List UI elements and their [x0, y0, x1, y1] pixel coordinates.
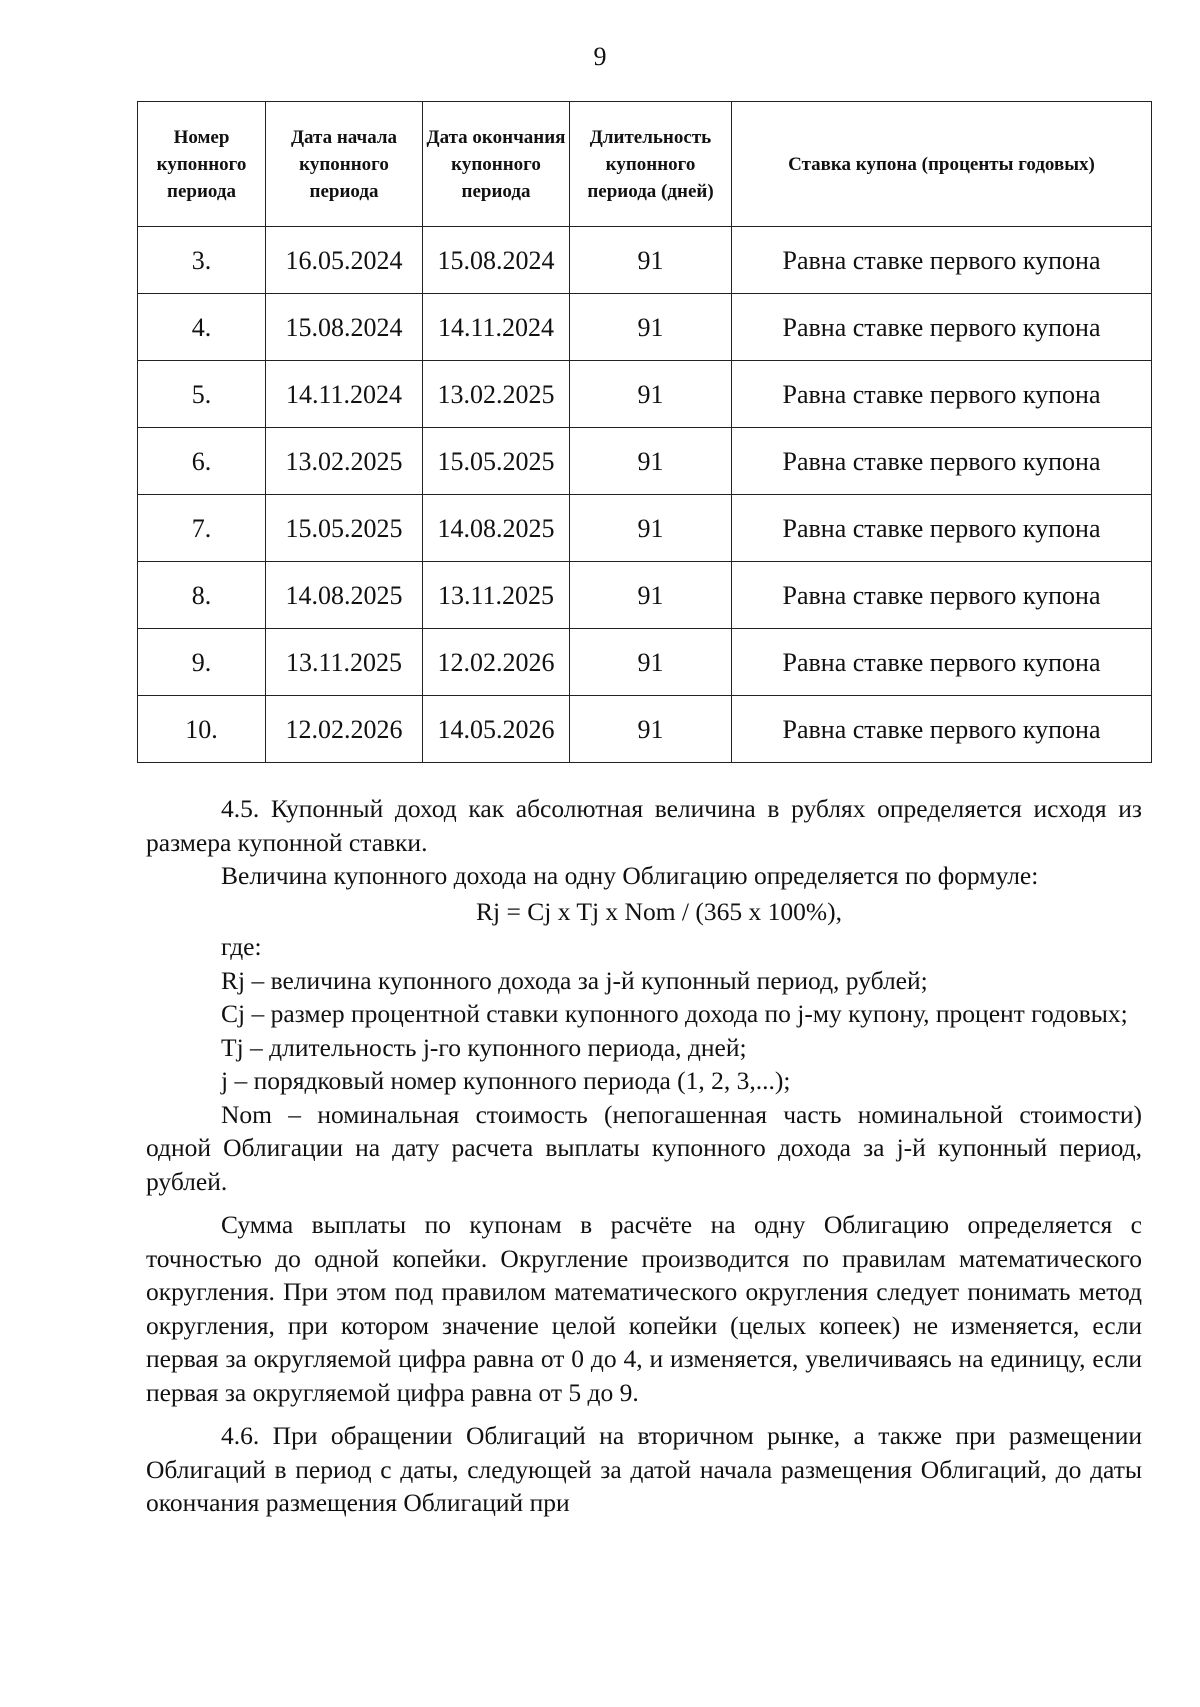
- paragraph-rounding: Сумма выплаты по купонам в расчёте на одну Облигацию определяется с точностью до одной копейки. Округление производится по правилам математического округления. При этом под правилом математического округления следует понимать метод округления, при котором значение целой копейки (целых копеек) не изменяется, если первая за округляемой цифра равна от 0 до 4, и изменяется, увеличиваясь на единицу, если первая за округляемой цифра равна от 5 до 9.: [146, 1210, 1142, 1407]
- cell-period-number: 8.: [138, 562, 266, 629]
- cell-start-date: 13.02.2025: [266, 428, 423, 495]
- table-row: [138, 696, 1152, 763]
- cell-duration: 91: [570, 227, 732, 294]
- page-number: 9: [593, 42, 607, 71]
- cell-duration: 91: [570, 495, 732, 562]
- definition-j: j – порядковый номер купонного периода (1, 2, 3,...);: [221, 1066, 791, 1095]
- cell-end-date: 13.11.2025: [423, 562, 570, 629]
- cell-period-number: 4.: [138, 294, 266, 361]
- table-row: [138, 428, 1152, 495]
- table-row: [138, 495, 1152, 562]
- coupon-schedule-table: [137, 101, 1152, 763]
- cell-start-date: 16.05.2024: [266, 227, 423, 294]
- cell-end-date: 15.08.2024: [423, 227, 570, 294]
- definition-rj: Rj – величина купонного дохода за j-й купонный период, рублей;: [221, 965, 928, 995]
- cell-start-date: 12.02.2026: [266, 696, 423, 763]
- table-row: [138, 294, 1152, 361]
- definition-tj: Tj – длительность j-го купонного периода, дней;: [221, 1032, 747, 1062]
- cell-period-number: 5.: [138, 361, 266, 428]
- document-body: [146, 792, 1142, 1520]
- cell-duration: 91: [570, 361, 732, 428]
- cell-start-date: 14.08.2025: [266, 562, 423, 629]
- cell-end-date: 12.02.2026: [423, 629, 570, 696]
- cell-duration: 91: [570, 696, 732, 763]
- cell-start-date: 15.08.2024: [266, 294, 423, 361]
- cell-period-number: 6.: [138, 428, 266, 495]
- header-end-date: Дата окончания купонного периода: [423, 102, 570, 227]
- cell-period-number: 10.: [138, 696, 266, 763]
- cell-duration: 91: [570, 428, 732, 495]
- table-header-row: [138, 102, 1152, 227]
- cell-duration: 91: [570, 294, 732, 361]
- paragraph-coupon-value: Величина купонного дохода на одну Облигацию определяется по формуле:: [221, 861, 1039, 890]
- table-row: [138, 227, 1152, 294]
- definition-cj: Cj – размер процентной ставки купонного дохода по j-му купону, процент годовых;: [221, 999, 1128, 1028]
- header-start-date: Дата начала купонного периода: [266, 102, 423, 227]
- definition-nom: Nom – номинальная стоимость (непогашенная часть номинальной стоимости) одной Облигации на дату расчета выплаты купонного дохода за j-й купонный период, рублей.: [146, 1099, 1142, 1196]
- cell-coupon-rate: Равна ставке первого купона: [732, 562, 1152, 629]
- table-row: [138, 361, 1152, 428]
- cell-coupon-rate: Равна ставке первого купона: [732, 495, 1152, 562]
- paragraph-4-6: 4.6. При обращении Облигаций на вторичном рынке, а также при размещении Облигаций в период с даты, следующей за датой начала размещения Облигаций, до даты окончания размещения Облигаций при: [146, 1421, 1142, 1517]
- cell-end-date: 14.11.2024: [423, 294, 570, 361]
- cell-start-date: 14.11.2024: [266, 361, 423, 428]
- table-row: [138, 629, 1152, 696]
- cell-coupon-rate: Равна ставке первого купона: [732, 629, 1152, 696]
- cell-period-number: 9.: [138, 629, 266, 696]
- header-duration: Длительность купонного периода (дней): [570, 102, 732, 227]
- cell-start-date: 15.05.2025: [266, 495, 423, 562]
- table-row: [138, 562, 1152, 629]
- cell-end-date: 14.05.2026: [423, 696, 570, 763]
- cell-duration: 91: [570, 629, 732, 696]
- header-period-number: Номер купонного периода: [138, 102, 266, 227]
- cell-period-number: 3.: [138, 227, 266, 294]
- coupon-formula: Rj = Cj x Tj x Nom / (365 x 100%),: [476, 896, 842, 926]
- cell-coupon-rate: Равна ставке первого купона: [732, 227, 1152, 294]
- paragraph-4-5: 4.5. Купонный доход как абсолютная величина в рублях определяется исходя из размера купонной ставки.: [146, 794, 1142, 857]
- cell-coupon-rate: Равна ставке первого купона: [732, 696, 1152, 763]
- where-label: где:: [221, 932, 262, 961]
- cell-coupon-rate: Равна ставке первого купона: [732, 294, 1152, 361]
- cell-end-date: 15.05.2025: [423, 428, 570, 495]
- cell-coupon-rate: Равна ставке первого купона: [732, 361, 1152, 428]
- header-coupon-rate: Ставка купона (проценты годовых): [732, 102, 1152, 227]
- cell-end-date: 13.02.2025: [423, 361, 570, 428]
- cell-period-number: 7.: [138, 495, 266, 562]
- cell-end-date: 14.08.2025: [423, 495, 570, 562]
- cell-start-date: 13.11.2025: [266, 629, 423, 696]
- cell-duration: 91: [570, 562, 732, 629]
- cell-coupon-rate: Равна ставке первого купона: [732, 428, 1152, 495]
